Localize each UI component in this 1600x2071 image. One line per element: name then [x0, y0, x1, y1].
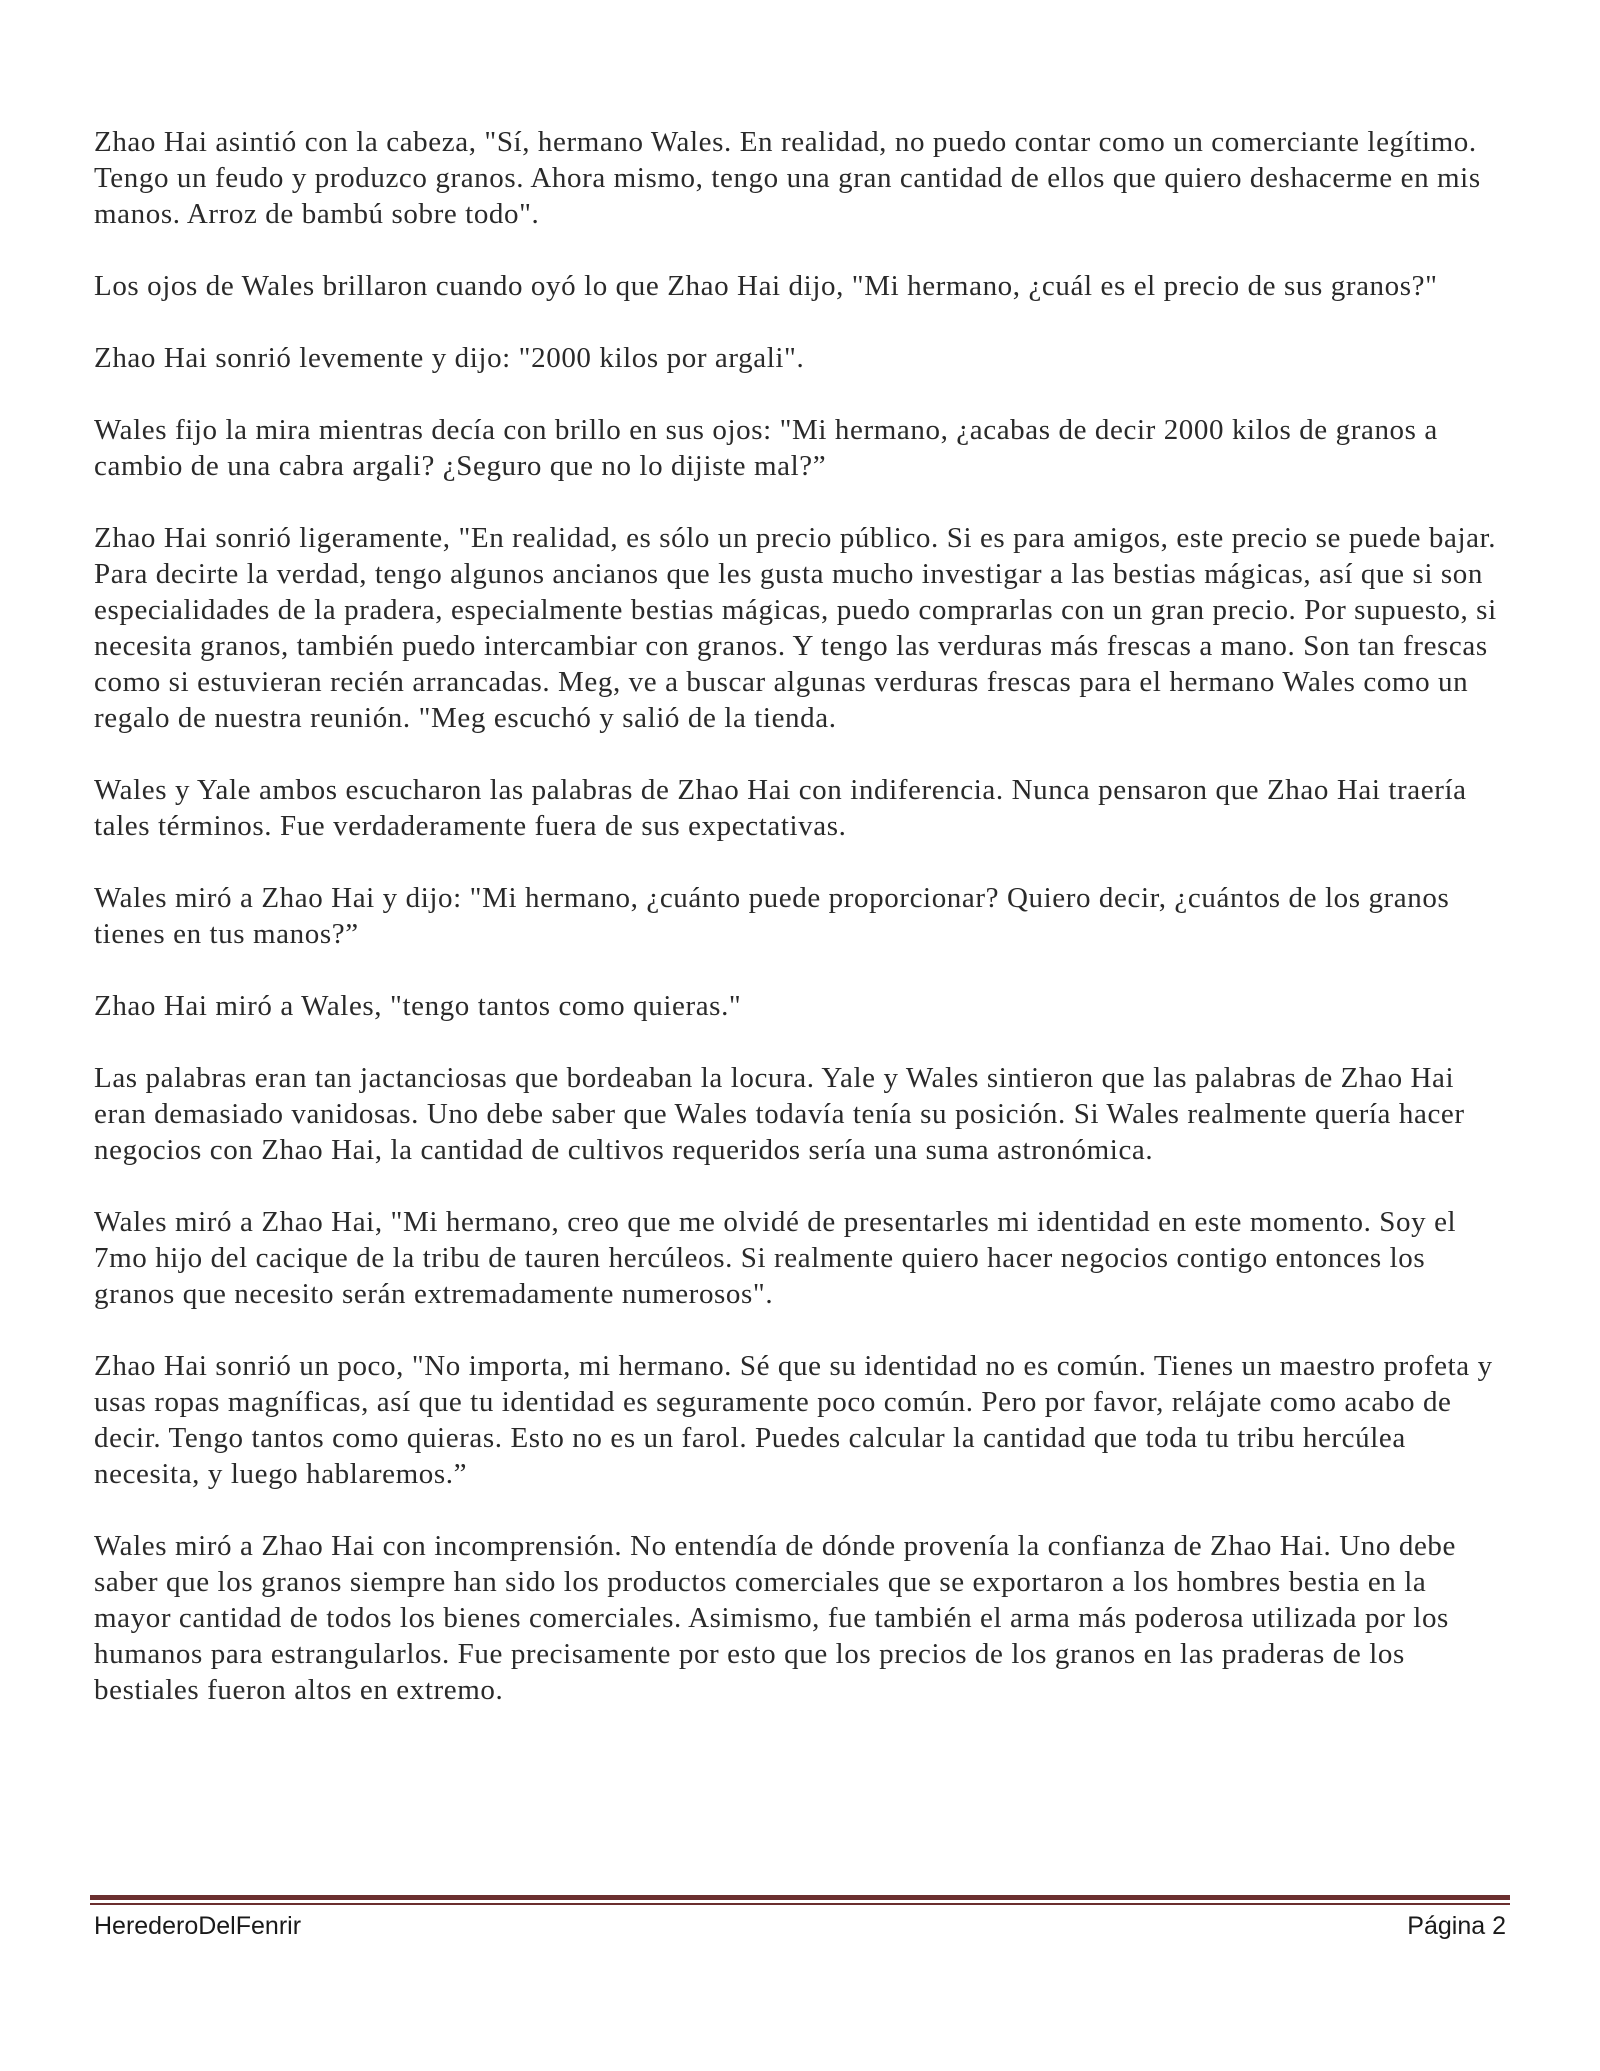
paragraph-4: Wales fijo la mira mientras decía con brillo en sus ojos: "Mi hermano, ¿acabas de decir 2000 kilos de granos a cambio de una cabra argali? ¿Seguro que no lo dijiste mal?”	[94, 414, 1438, 482]
paragraph-12: Wales miró a Zhao Hai con incomprensión. No entendía de dónde provenía la confianza de Zhao Hai. Uno debe saber que los granos siempre han sido los productos comerciales que se exportaron a los hombres bestia en la mayor cantidad de todos los bienes comerciales. Asimismo, fue también el arma más poderosa utilizada por los humanos para estrangularlos. Fue precisamente por esto que los precios de los granos en las praderas de los bestiales fueron altos en extremo.	[94, 1530, 1456, 1706]
paragraph-5: Zhao Hai sonrió ligeramente, "En realidad, es sólo un precio público. Si es para amigos, este precio se puede bajar. Para decirte la verdad, tengo algunos ancianos que les gusta mucho investigar a las bestias mágicas, así que si son especialidades de la pradera, especialmente bestias mágicas, puedo comprarlas con un gran precio. Por supuesto, si necesita granos, también puedo intercambiar con granos. Y tengo las verduras más frescas a mano. Son tan frescas como si estuvieran recién arrancadas. Meg, ve a buscar algunas verduras frescas para el hermano Wales como un regalo de nuestra reunión. "Meg escuchó y salió de la tienda.	[94, 522, 1497, 734]
paragraph-10: Wales miró a Zhao Hai, "Mi hermano, creo que me olvidé de presentarles mi identidad en este momento. Soy el 7mo hijo del cacique de la tribu de tauren hercúleos. Si realmente quiero hacer negocios contigo entonces los granos que necesito serán extremadamente numerosos".	[94, 1206, 1457, 1310]
footer-rule-thin	[90, 1903, 1510, 1905]
paragraph-3: Zhao Hai sonrió levemente y dijo: "2000 kilos por argali".	[94, 342, 805, 374]
footer-author: HerederoDelFenrir	[94, 1912, 302, 1940]
footer-rule-thick	[90, 1895, 1510, 1900]
paragraph-7: Wales miró a Zhao Hai y dijo: "Mi hermano, ¿cuánto puede proporcionar? Quiero decir, ¿cuántos de los granos tienes en tus manos?”	[94, 882, 1450, 950]
paragraph-8: Zhao Hai miró a Wales, "tengo tantos como quieras."	[94, 990, 742, 1022]
footer-page-number: Página 2	[1407, 1912, 1506, 1940]
paragraph-2: Los ojos de Wales brillaron cuando oyó lo que Zhao Hai dijo, "Mi hermano, ¿cuál es el precio de sus granos?"	[94, 270, 1438, 302]
footer-rule	[90, 1895, 1510, 1905]
paragraph-11: Zhao Hai sonrió un poco, "No importa, mi hermano. Sé que su identidad no es común. Tienes un maestro profeta y usas ropas magníficas, así que tu identidad es seguramente poco común. Pero por favor, relájate como acabo de decir. Tengo tantos como quieras. Esto no es un farol. Puedes calcular la cantidad que toda tu tribu hercúlea necesita, y luego hablaremos.”	[94, 1350, 1493, 1490]
page-footer	[94, 1912, 1506, 1952]
paragraph-6: Wales y Yale ambos escucharon las palabras de Zhao Hai con indiferencia. Nunca pensaron que Zhao Hai traería tales términos. Fue verdaderamente fuera de sus expectativas.	[94, 774, 1467, 842]
paragraph-1: Zhao Hai asintió con la cabeza, "Sí, hermano Wales. En realidad, no puedo contar como un comerciante legítimo. Tengo un feudo y produzco granos. Ahora mismo, tengo una gran cantidad de ellos que quiero deshacerme en mis manos. Arroz de bambú sobre todo".	[94, 126, 1481, 230]
paragraph-9: Las palabras eran tan jactanciosas que bordeaban la locura. Yale y Wales sintieron que las palabras de Zhao Hai eran demasiado vanidosas. Uno debe saber que Wales todavía tenía su posición. Si Wales realmente quería hacer negocios con Zhao Hai, la cantidad de cultivos requeridos sería una suma astronómica.	[94, 1062, 1465, 1166]
body-text	[94, 124, 1506, 1744]
